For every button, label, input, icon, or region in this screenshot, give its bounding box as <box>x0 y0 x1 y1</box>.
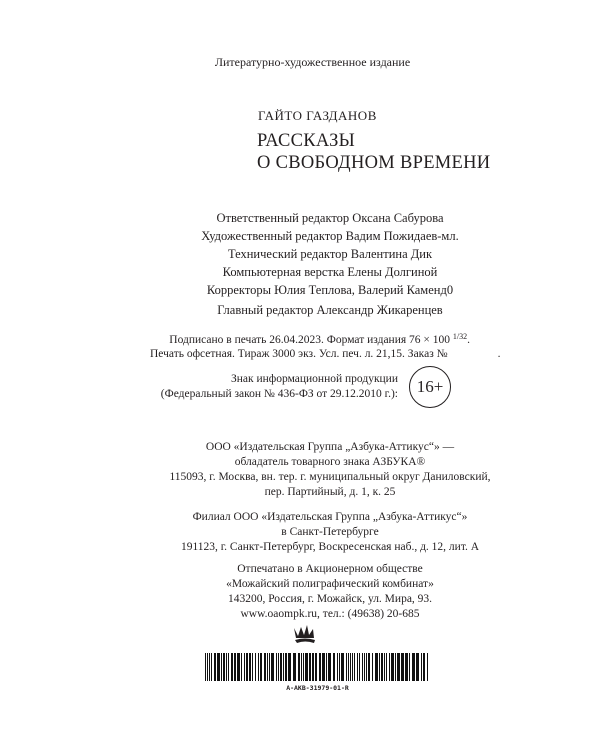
barcode-icon <box>205 653 430 681</box>
barcode-bar <box>269 653 270 681</box>
barcode-bar <box>312 653 314 681</box>
credit-line: Корректоры Юлия Теплова, Валерий Каменд0 <box>206 283 454 297</box>
barcode-bar <box>357 653 358 681</box>
printer-line: www.oaompk.ru, тел.: (49638) 20-685 <box>240 608 420 620</box>
imprint-print: Печать офсетная. Тираж 3000 экз. Усл. печ. л. 21,15. Заказ № <box>150 348 448 360</box>
barcode-bar <box>237 653 240 681</box>
printer-line: «Можайский полиграфический комбинат» <box>226 578 434 590</box>
barcode-bar <box>209 653 210 681</box>
printer-info <box>130 562 530 622</box>
barcode-bar <box>346 653 347 681</box>
order-end: . <box>497 348 501 360</box>
barcode-bar <box>405 653 408 681</box>
age-sign-line: Знак информационной продукции <box>231 373 398 385</box>
barcode-bar <box>372 653 373 681</box>
publisher-line: ООО «Издательская Группа „Азбука-Аттикус“» — <box>205 441 455 453</box>
barcode-bar <box>214 653 216 681</box>
format-fraction: 1/32 <box>452 332 468 341</box>
credits <box>160 209 500 299</box>
barcode-bar <box>416 653 419 681</box>
credit-line: Художественный редактор Вадим Пожидаев-мл. <box>201 229 459 243</box>
barcode-bar <box>352 653 353 681</box>
barcode-bar <box>319 653 321 681</box>
barcode-bar <box>333 653 335 681</box>
barcode-bar <box>293 653 296 681</box>
barcode-bar <box>397 653 400 681</box>
barcode-bar <box>234 653 236 681</box>
barcode-bar <box>384 653 385 681</box>
barcode-bar <box>389 653 390 681</box>
barcode-bar <box>391 653 394 681</box>
barcode-bar <box>228 653 229 681</box>
barcode-bar <box>280 653 282 681</box>
branch-info <box>130 510 530 555</box>
barcode-bar <box>401 653 404 681</box>
age-rating-badge: 16+ <box>409 366 451 408</box>
barcode-bar <box>301 653 302 681</box>
barcode-bar <box>339 653 340 681</box>
barcode-bar <box>341 653 344 681</box>
barcode-bar <box>241 653 242 681</box>
barcode-bar <box>271 653 274 681</box>
barcode-bar <box>283 653 284 681</box>
barcode-bar <box>288 653 291 681</box>
barcode-bar <box>362 653 363 681</box>
title-line: О СВОБОДНОМ ВРЕМЕНИ <box>257 153 491 173</box>
credit-line: Технический редактор Валентина Дик <box>227 247 433 261</box>
barcode-bar <box>207 653 208 681</box>
imprint-line <box>140 347 501 361</box>
barcode-bar <box>395 653 396 681</box>
age-sign-text <box>140 372 398 402</box>
barcode-bar <box>379 653 380 681</box>
publisher-line: пер. Партийный, д. 1, к. 25 <box>264 486 396 498</box>
title-line: РАССКАЗЫ <box>257 131 356 151</box>
barcode-bar <box>298 653 300 681</box>
printer-line: 143200, Россия, г. Можайск, ул. Мира, 93. <box>227 593 433 605</box>
barcode-bar <box>309 653 311 681</box>
barcode-bar <box>303 653 304 681</box>
barcode-bar <box>359 653 360 681</box>
barcode-bar <box>412 653 415 681</box>
barcode-bar <box>350 653 351 681</box>
barcode-bar <box>260 653 262 681</box>
publisher-info <box>130 440 530 500</box>
barcode-bar <box>368 653 370 681</box>
barcode-bar <box>364 653 365 681</box>
barcode-bar <box>276 653 277 681</box>
barcode-bar <box>223 653 225 681</box>
age-sign-line: (Федеральный закон № 436-ФЗ от 29.12.2010 г.): <box>160 388 398 400</box>
barcode-bar <box>221 653 222 681</box>
barcode-bar <box>322 653 325 681</box>
author-name: ГАЙТО ГАЗДАНОВ <box>258 108 377 123</box>
barcode-bar <box>267 653 268 681</box>
barcode-bar <box>231 653 233 681</box>
barcode-bar <box>278 653 279 681</box>
barcode-bar <box>285 653 287 681</box>
barcode-bar <box>246 653 248 681</box>
barcode-bar <box>366 653 367 681</box>
barcode-bar <box>315 653 317 681</box>
barcode-bar <box>258 653 259 681</box>
barcode-bar <box>305 653 308 681</box>
barcode-bar <box>328 653 331 681</box>
barcode-bar <box>354 653 355 681</box>
imprint <box>140 332 501 361</box>
barcode-text: A-AKB-31979-01-R <box>286 684 349 692</box>
barcode-bar <box>375 653 378 681</box>
barcode-bar <box>255 653 256 681</box>
barcode-bar <box>226 653 227 681</box>
book-title <box>257 130 490 174</box>
imprint-format: Подписано в печать 26.04.2023. Формат издания 76 × 100 <box>169 334 451 346</box>
chief-editor: Главный редактор Александр Жикаренцев <box>217 303 443 317</box>
publisher-line: обладатель товарного знака АЗБУКА® <box>234 456 426 468</box>
barcode-bar <box>264 653 266 681</box>
branch-line: Филиал ООО «Издательская Группа „Азбука-Аттикус“» <box>192 511 468 523</box>
barcode-bar <box>381 653 383 681</box>
barcode-bar <box>217 653 220 681</box>
publisher-line: 115093, г. Москва, вн. тер. г. муниципальный округ Даниловский, <box>169 471 491 483</box>
barcode-bar <box>249 653 251 681</box>
barcode-bar <box>423 653 425 681</box>
barcode-bar <box>386 653 387 681</box>
credit-line: Компьютерная верстка Елены Долгиной <box>222 265 438 279</box>
barcode-bar <box>205 653 206 681</box>
credit-line: Ответственный редактор Оксана Сабурова <box>216 211 444 225</box>
imprint-line: Подписано в печать 26.04.2023. Формат издания 76 × 100 $^{1/32}$. <box>169 332 470 346</box>
edition-type: Литературно-художественное издание <box>214 55 411 69</box>
printer-line: Отпечатано в Акционерном обществе <box>237 563 423 575</box>
branch-line: в Санкт-Петербурге <box>281 526 379 538</box>
barcode-bar <box>421 653 422 681</box>
barcode-bar <box>348 653 349 681</box>
barcode-bar <box>252 653 253 681</box>
barcode-bar <box>427 653 428 681</box>
barcode-bar <box>326 653 327 681</box>
barcode-bar <box>211 653 212 681</box>
branch-line: 191123, г. Санкт-Петербург, Воскресенская наб., д. 12, лит. А <box>180 541 480 553</box>
publisher-crown-logo-icon <box>292 624 318 646</box>
barcode-bar <box>244 653 245 681</box>
barcode-bar <box>337 653 338 681</box>
barcode-bar <box>409 653 410 681</box>
